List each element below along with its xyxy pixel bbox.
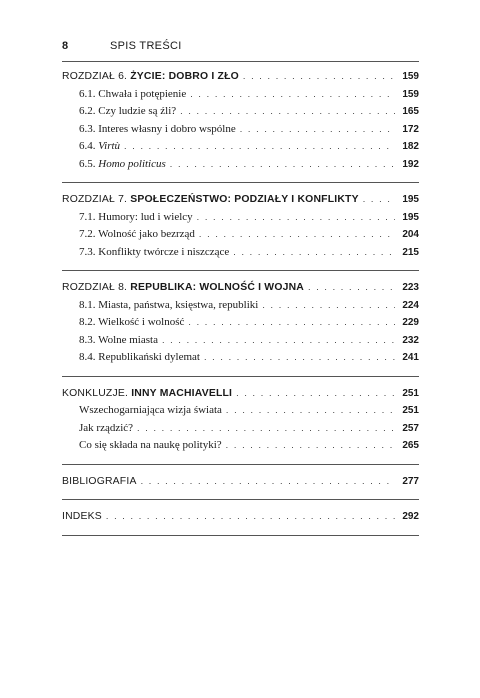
subsection-title: Wszechogarniająca wizja świata (79, 404, 222, 416)
toc-chapter-entry[interactable] (62, 385, 419, 403)
subsection-title: Czy ludzie są źli? (98, 105, 177, 117)
subsection-page-number: 265 (402, 440, 419, 451)
dot-leader (188, 314, 395, 332)
dot-leader (197, 209, 395, 227)
subsection-title: Chwała i potępienie (98, 87, 187, 100)
chapter-label (62, 68, 239, 86)
subsection-page-number: 204 (402, 229, 419, 240)
chapter-prefix: ROZDZIAŁ 7. (62, 194, 131, 205)
toc-chapter-entry[interactable] (62, 68, 419, 86)
subsection-title: Interes własny i dobro wspólne (98, 122, 236, 135)
dot-leader (190, 86, 395, 104)
toc-subsection-entry[interactable] (62, 156, 419, 174)
subsection-number: 8.3. (79, 333, 99, 346)
subsection-label (62, 103, 176, 121)
chapter-page-number: 159 (402, 71, 419, 82)
chapter-title: INNY MACHIAVELLI (131, 387, 233, 399)
dot-leader (243, 68, 395, 86)
subsection-number: 7.3. (79, 245, 99, 258)
chapter-prefix: ROZDZIAŁ 6. (62, 71, 131, 82)
subsection-page-number: 195 (402, 211, 419, 223)
chapter-label (62, 508, 102, 526)
chapter-label (62, 279, 304, 297)
subsection-label (62, 121, 236, 139)
subsection-page-number: 251 (402, 405, 419, 416)
dot-leader (162, 332, 395, 350)
toc-chapter-entry[interactable] (62, 473, 419, 491)
subsection-label (62, 402, 222, 420)
toc-chapter-entry[interactable] (62, 279, 419, 297)
subsection-page-number: 172 (402, 123, 419, 135)
chapter-prefix: BIBLIOGRAFIA (62, 475, 137, 487)
subsection-label (62, 138, 120, 156)
subsection-title: Wielkość i wolność (98, 316, 185, 328)
running-header (62, 40, 182, 54)
subsection-number: 7.1. (79, 210, 99, 223)
subsection-label (62, 420, 133, 438)
subsection-title: Konflikty twórcze i niszczące (98, 245, 230, 258)
subsection-title: Miasta, państwa, księstwa, republiki (98, 298, 259, 311)
dot-leader (180, 103, 395, 121)
toc-section (62, 377, 419, 465)
subsection-title: Virtù (98, 140, 121, 152)
dot-leader (363, 191, 395, 209)
toc-subsection-entry[interactable] (62, 121, 419, 139)
chapter-prefix: KONKLUZJE. (62, 387, 132, 399)
subsection-page-number: 215 (402, 246, 419, 258)
chapter-page-number: 251 (402, 387, 419, 399)
chapter-page-number: 277 (402, 475, 419, 487)
subsection-number: 8.4. (79, 351, 99, 363)
chapter-label (62, 473, 137, 491)
chapter-page-number: 292 (402, 511, 419, 522)
toc-section (62, 465, 419, 501)
subsection-label (62, 244, 229, 262)
subsection-title: Wolność jako bezrząd (98, 228, 195, 240)
subsection-label (62, 437, 222, 455)
toc-subsection-entry[interactable] (62, 349, 419, 367)
chapter-prefix: INDEKS (62, 511, 102, 522)
subsection-page-number: 165 (402, 106, 419, 117)
toc-subsection-entry[interactable] (62, 402, 419, 420)
subsection-label (62, 209, 193, 227)
subsection-label (62, 349, 200, 367)
subsection-page-number: 224 (402, 299, 419, 311)
toc-subsection-entry[interactable] (62, 332, 419, 350)
subsection-number: 8.1. (79, 298, 99, 311)
dot-leader (233, 244, 395, 262)
subsection-label (62, 314, 184, 332)
subsection-number: 8.2. (79, 316, 99, 328)
toc-subsection-entry[interactable] (62, 437, 419, 455)
subsection-label (62, 86, 186, 104)
toc-section (62, 271, 419, 377)
chapter-label (62, 385, 232, 403)
subsection-number: 6.4. (79, 140, 99, 152)
toc-subsection-entry[interactable] (62, 103, 419, 121)
dot-leader (124, 138, 395, 156)
subsection-title: Republikański dylemat (98, 351, 200, 363)
subsection-page-number: 229 (402, 317, 419, 328)
running-title: SPIS TREŚCI (110, 40, 182, 52)
dot-leader (199, 226, 395, 244)
table-of-contents (62, 60, 419, 536)
toc-subsection-entry[interactable] (62, 244, 419, 262)
toc-subsection-entry[interactable] (62, 138, 419, 156)
toc-chapter-entry[interactable] (62, 191, 419, 209)
dot-leader (137, 420, 395, 438)
dot-leader (226, 402, 395, 420)
toc-subsection-entry[interactable] (62, 420, 419, 438)
subsection-title: Jak rządzić? (79, 421, 134, 434)
subsection-number: 6.5. (79, 157, 99, 170)
chapter-title: ŻYCIE: DOBRO I ZŁO (130, 71, 239, 82)
subsection-number: 6.1. (79, 87, 99, 100)
toc-subsection-entry[interactable] (62, 297, 419, 315)
chapter-prefix: ROZDZIAŁ 8. (62, 282, 131, 293)
dot-leader (106, 508, 395, 526)
chapter-title: SPOŁECZEŃSTWO: PODZIAŁY I KONFLIKTY (130, 194, 359, 205)
subsection-page-number: 241 (402, 352, 419, 363)
subsection-page-number: 257 (402, 422, 419, 434)
subsection-label (62, 332, 158, 350)
toc-section (62, 60, 419, 183)
toc-subsection-entry[interactable] (62, 226, 419, 244)
subsection-page-number: 159 (402, 88, 419, 100)
dot-leader (240, 121, 395, 139)
toc-subsection-entry[interactable] (62, 209, 419, 227)
subsection-label (62, 297, 258, 315)
subsection-number: 6.2. (79, 105, 99, 117)
dot-leader (226, 437, 395, 455)
page-number: 8 (62, 40, 69, 52)
dot-leader (204, 349, 395, 367)
subsection-label (62, 226, 195, 244)
subsection-page-number: 192 (402, 158, 419, 170)
toc-subsection-entry[interactable] (62, 86, 419, 104)
chapter-title: REPUBLIKA: WOLNOŚĆ I WOJNA (130, 282, 304, 293)
dot-leader (141, 473, 395, 491)
toc-subsection-entry[interactable] (62, 314, 419, 332)
toc-section (62, 183, 419, 271)
dot-leader (308, 279, 395, 297)
dot-leader (170, 156, 395, 174)
chapter-page-number: 223 (402, 282, 419, 293)
dot-leader (262, 297, 395, 315)
subsection-number: 6.3. (79, 122, 99, 135)
chapter-label (62, 191, 359, 209)
subsection-title: Wolne miasta (98, 333, 158, 346)
toc-chapter-entry[interactable] (62, 508, 419, 526)
subsection-page-number: 232 (402, 334, 419, 346)
subsection-page-number: 182 (402, 141, 419, 152)
dot-leader (236, 385, 395, 403)
subsection-label (62, 156, 166, 174)
subsection-title: Humory: lud i wielcy (98, 210, 193, 223)
subsection-title: Co się składa na naukę polityki? (79, 439, 222, 451)
chapter-page-number: 195 (402, 194, 419, 205)
subsection-number: 7.2. (79, 228, 99, 240)
subsection-title: Homo politicus (98, 157, 166, 170)
toc-section (62, 500, 419, 536)
